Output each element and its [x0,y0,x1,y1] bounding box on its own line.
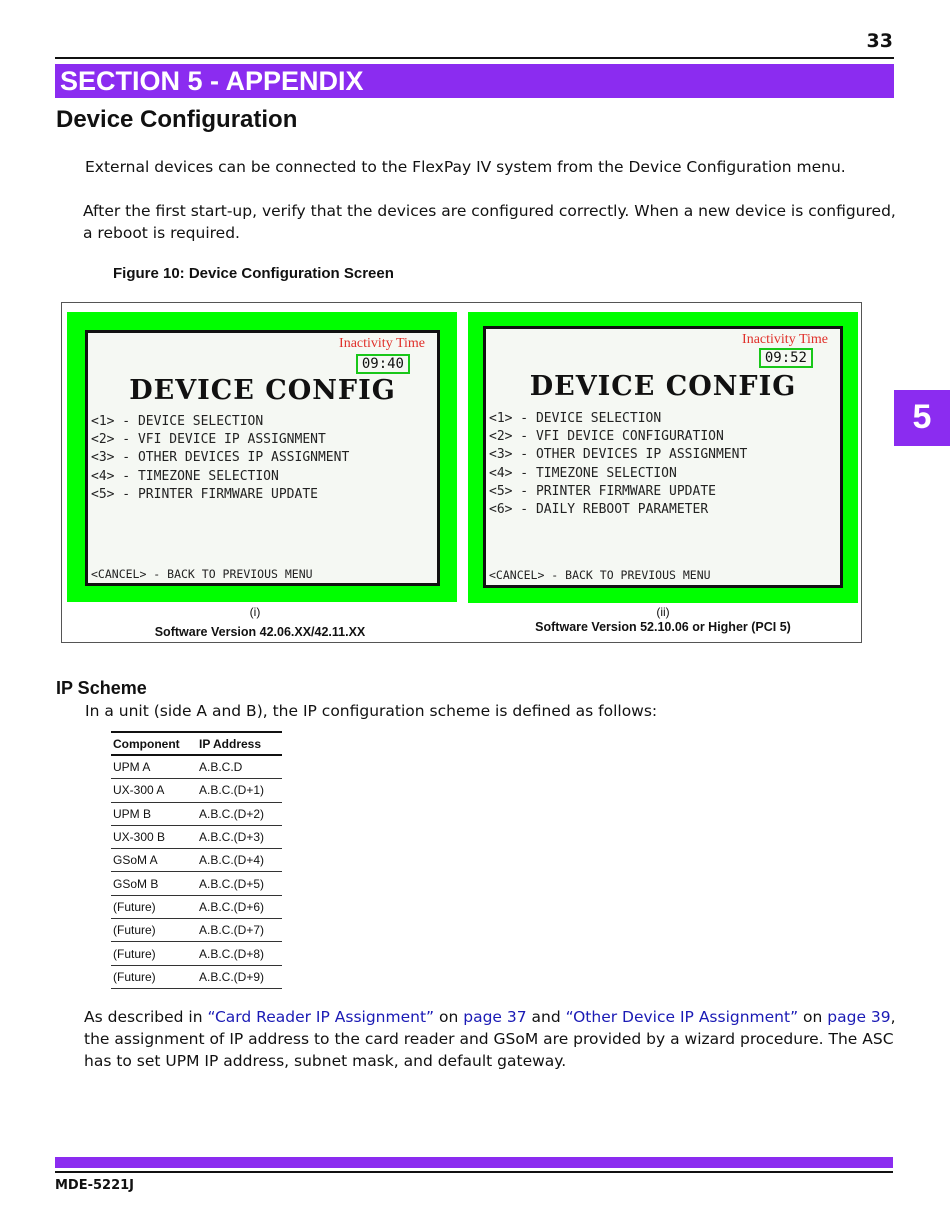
cell-ip: A.B.C.(D+8) [197,942,282,965]
ip-scheme-intro: In a unit (side A and B), the IP configuration scheme is defined as follows: [85,702,658,720]
footer-bar [55,1157,893,1168]
screen-1-bezel [67,312,457,602]
cell-ip: A.B.C.(D+2) [197,802,282,825]
menu-item: <1> - DEVICE SELECTION [91,414,264,429]
figure-caption: Figure 10: Device Configuration Screen [113,265,394,282]
page-39-link[interactable]: page 39 [827,1008,891,1026]
menu-item: <2> - VFI DEVICE IP ASSIGNMENT [91,432,326,448]
footer-rule [55,1171,893,1173]
cell-component: UPM A [111,755,197,779]
cell-ip: A.B.C.(D+5) [197,872,282,895]
closing-text: on [798,1008,828,1026]
table-row [111,779,282,802]
card-reader-ip-link[interactable]: “Card Reader IP Assignment” [207,1008,435,1026]
table-row [111,755,282,779]
table-row [111,895,282,918]
screen-1-time: 09:40 [356,354,410,374]
cell-component: GSoM A [111,849,197,872]
menu-item: <3> - OTHER DEVICES IP ASSIGNMENT [489,447,748,463]
cell-component: GSoM B [111,872,197,895]
screen-1-cancel: <CANCEL> - BACK TO PREVIOUS MENU [91,567,313,581]
ip-scheme-table [111,731,282,989]
page-number: 33 [866,30,893,52]
closing-paragraph [84,1006,904,1072]
screen-1-display [85,330,440,586]
other-device-ip-link[interactable]: “Other Device IP Assignment” [565,1008,799,1026]
menu-item: <4> - TIMEZONE SELECTION [91,468,279,484]
screen-2-menu [489,410,747,519]
ip-scheme-heading: IP Scheme [56,678,147,698]
chapter-tab: 5 [894,390,950,446]
screen-2-sub-label: (ii) [656,605,670,619]
closing-text: , the assignment of IP address to the card reader and GSoM are provided by a wizard procedure. The ASC has to set UPM IP address, subnet mask, and default gateway. [84,1008,896,1070]
screen-1-sub-label: (i) [249,605,261,619]
cell-ip: A.B.C.D [197,755,282,779]
cell-ip: A.B.C.(D+1) [197,779,282,802]
intro-paragraph-2: After the first start-up, verify that the devices are configured correctly. When a new device is configured, a reboot is required. [83,202,896,242]
cell-component: UX-300 B [111,825,197,848]
screen-1-inactivity-label: Inactivity Time [339,336,425,351]
header-rule [55,57,894,59]
table-header-row [111,732,282,755]
table-row [111,802,282,825]
screen-2-inactivity-label: Inactivity Time [742,332,828,347]
menu-item: <4> - TIMEZONE SELECTION [489,465,677,481]
screen-2-cancel: <CANCEL> - BACK TO PREVIOUS MENU [489,568,711,582]
cell-component: UPM B [111,802,197,825]
screen-1-version: Software Version 42.06.XX/42.11.XX [154,625,366,639]
screen-2-title: DEVICE CONFIG [529,371,797,402]
screen-2-bezel [468,312,858,603]
cell-ip: A.B.C.(D+9) [197,965,282,988]
document-id: MDE-5221J [55,1178,135,1193]
screen-2-display [483,326,843,588]
table-row [111,965,282,988]
menu-item: <5> - PRINTER FIRMWARE UPDATE [91,486,318,502]
table-row [111,942,282,965]
menu-item: <5> - PRINTER FIRMWARE UPDATE [489,483,716,499]
page-37-link[interactable]: page 37 [463,1008,527,1026]
cell-component: (Future) [111,919,197,942]
closing-text: and [526,1008,566,1026]
table-row [111,849,282,872]
page-heading: Device Configuration [56,106,298,133]
table-row [111,825,282,848]
table-row [111,872,282,895]
cell-component: (Future) [111,965,197,988]
closing-text: As described in [84,1008,208,1026]
section-title-bar: SECTION 5 - APPENDIX [55,64,894,98]
screen-2-version: Software Version 52.10.06 or Higher (PCI 5) [535,620,791,634]
table-row [111,919,282,942]
menu-item: <6> - DAILY REBOOT PARAMETER [489,502,709,518]
menu-item: <2> - VFI DEVICE CONFIGURATION [489,429,724,445]
closing-text: on [434,1008,464,1026]
menu-item: <1> - DEVICE SELECTION [489,411,662,426]
screen-2-time: 09:52 [759,348,813,368]
column-header-component: Component [111,732,197,755]
screen-1-title: DEVICE CONFIG [129,375,396,406]
cell-ip: A.B.C.(D+4) [197,849,282,872]
cell-component: (Future) [111,895,197,918]
cell-component: UX-300 A [111,779,197,802]
intro-paragraph-1: External devices can be connected to the FlexPay IV system from the Device Configuration menu. [85,158,846,176]
screen-1-menu [91,413,349,504]
cell-component: (Future) [111,942,197,965]
cell-ip: A.B.C.(D+3) [197,825,282,848]
cell-ip: A.B.C.(D+6) [197,895,282,918]
cell-ip: A.B.C.(D+7) [197,919,282,942]
menu-item: <3> - OTHER DEVICES IP ASSIGNMENT [91,450,350,466]
column-header-ip-address: IP Address [197,732,282,755]
